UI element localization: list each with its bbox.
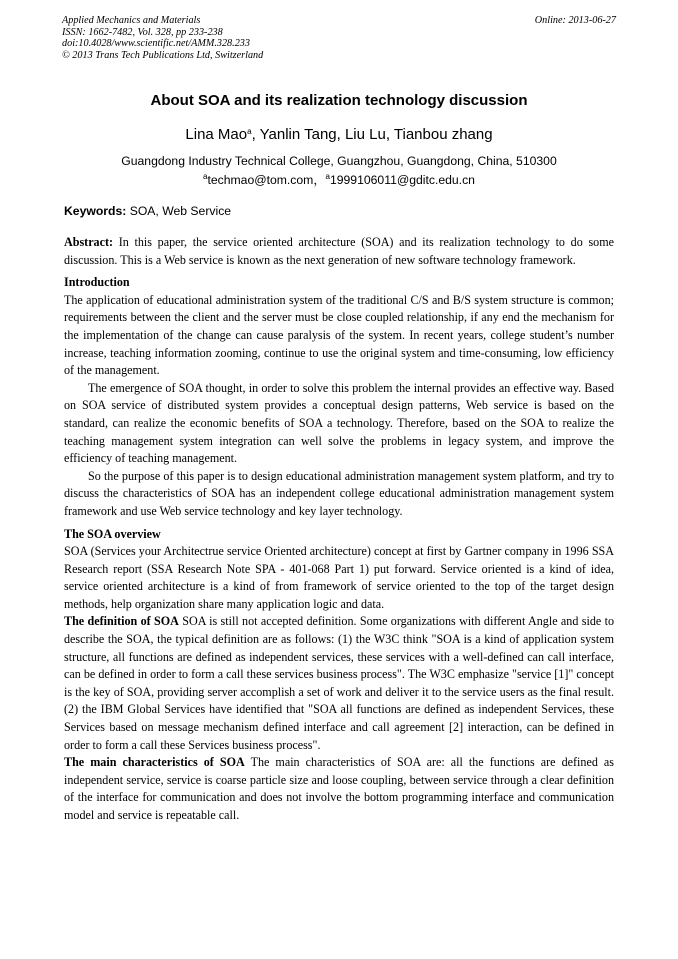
authors [0,126,678,143]
soa-definition-paragraph [64,613,614,754]
introduction-paragraph-3: So the purpose of this paper is to design educational administration management system platform, and try to discuss the characteristics of SOA has an independent college educational administration management system framework and use Web service technology and key layer technology. [64,468,614,518]
introduction-paragraph-1: The application of educational administration system of the traditional C/S and B/S system structure is common; requirements between the client and the server must be close coupled relationship, if any end the mechanism for the implementation of the change can cause paralysis of the system. In recent years, college student’s number increase, teaching information zooming, continue to use the original system and time-consuming, low efficiency of the management. [64,292,614,378]
emails [0,171,678,188]
abstract-text: In this paper, the service oriented architecture (SOA) and its realization technology to do some discussion. This is a Web service is known as the next generation of new software technology framework. [64,235,614,267]
soa-overview-paragraph: SOA (Services your Architectrue service Oriented architecture) concept at first by Gartner company in 1996 SSA Research report (SSA Research Note SPA - 401-068 Part 1) put forward. Service oriented is a kind of idea, service oriented architecture is a kind of from framework of service oriented to the top of the target design methods, help organization share many application logic and data. [64,544,614,611]
email2-sup: a [325,172,330,181]
soa-characteristics-text: The main characteristics of SOA are: all the functions are defined as independent service, service is coarse particle size and loose coupling, between service through a clear definition of the interface for communication and does not involve the bottom programming interface and communication model and service is repeatable call. [64,755,614,822]
email-separator: ， [313,173,326,187]
email1: techmao@tom.com [207,173,314,187]
online-date: Online: 2013-06-27 [534,15,616,26]
author-first-sup: a [247,127,252,136]
author-first: Lina Mao [185,126,248,143]
issn: ISSN: 1662-7482, Vol. 328, pp 233-238 [62,26,223,38]
paper-body [64,234,614,825]
journal-header [62,15,263,61]
keywords-label: Keywords: [64,204,127,218]
paper-title: About SOA and its realization technology discussion [150,92,528,109]
doi: doi:10.4028/www.scientific.net/AMM.328.233 [62,38,250,49]
copyright: © 2013 Trans Tech Publications Ltd, Switzerland [62,49,264,61]
affiliation: Guangdong Industry Technical College, Guangzhou, Guangdong, China, 510300 [121,154,557,168]
introduction-heading: Introduction [64,275,130,290]
soa-characteristics-label: The main characteristics of SOA [64,755,245,770]
soa-definition-text: SOA is still not accepted definition. Some organizations with different Angle and side to describe the SOA, the typical definition are as follows: (1) the W3C think "SOA is a kind of application system structure, all functions are defined as independent services, these services with a well-defined can call interface, can be defined in order to form a call these services business process". The W3C emphasize "service [1]" concept is the key of SOA, providing server accomplish a set of work and deliver it to the service users as the final result. (2) the IBM Global Services have identified that "SOA all functions are defined as independent Services, these Services based on message mechanism defined interface and call agreement [2] interaction, can be defined in order to form a call these Services business process". [64,614,614,752]
email2: 1999106011@gditc.edu.cn [329,173,475,187]
abstract [64,234,614,269]
email1-sup: a [203,172,208,181]
soa-overview-heading: The SOA overview [64,526,161,541]
author-rest: , Yanlin Tang, Liu Lu, Tianbou zhang [251,126,493,143]
soa-definition-label: The definition of SOA [64,614,179,629]
keywords-text: SOA, Web Service [126,204,232,218]
journal-name: Applied Mechanics and Materials [62,15,201,26]
abstract-label: Abstract: [64,235,114,249]
soa-characteristics-paragraph [64,754,614,824]
introduction-paragraph-2: The emergence of SOA thought, in order to solve this problem the internal provides an effective way. Based on SOA service of distributed system provides a conceptual design patterns, Web service is based on the standard, can realize the economic benefits of SOA a technology. Therefore, based on the SOA to realize the teaching management system integration can well solve the problems in legacy system, and improve the efficiency of teaching management. [64,380,614,466]
keywords [64,204,231,218]
